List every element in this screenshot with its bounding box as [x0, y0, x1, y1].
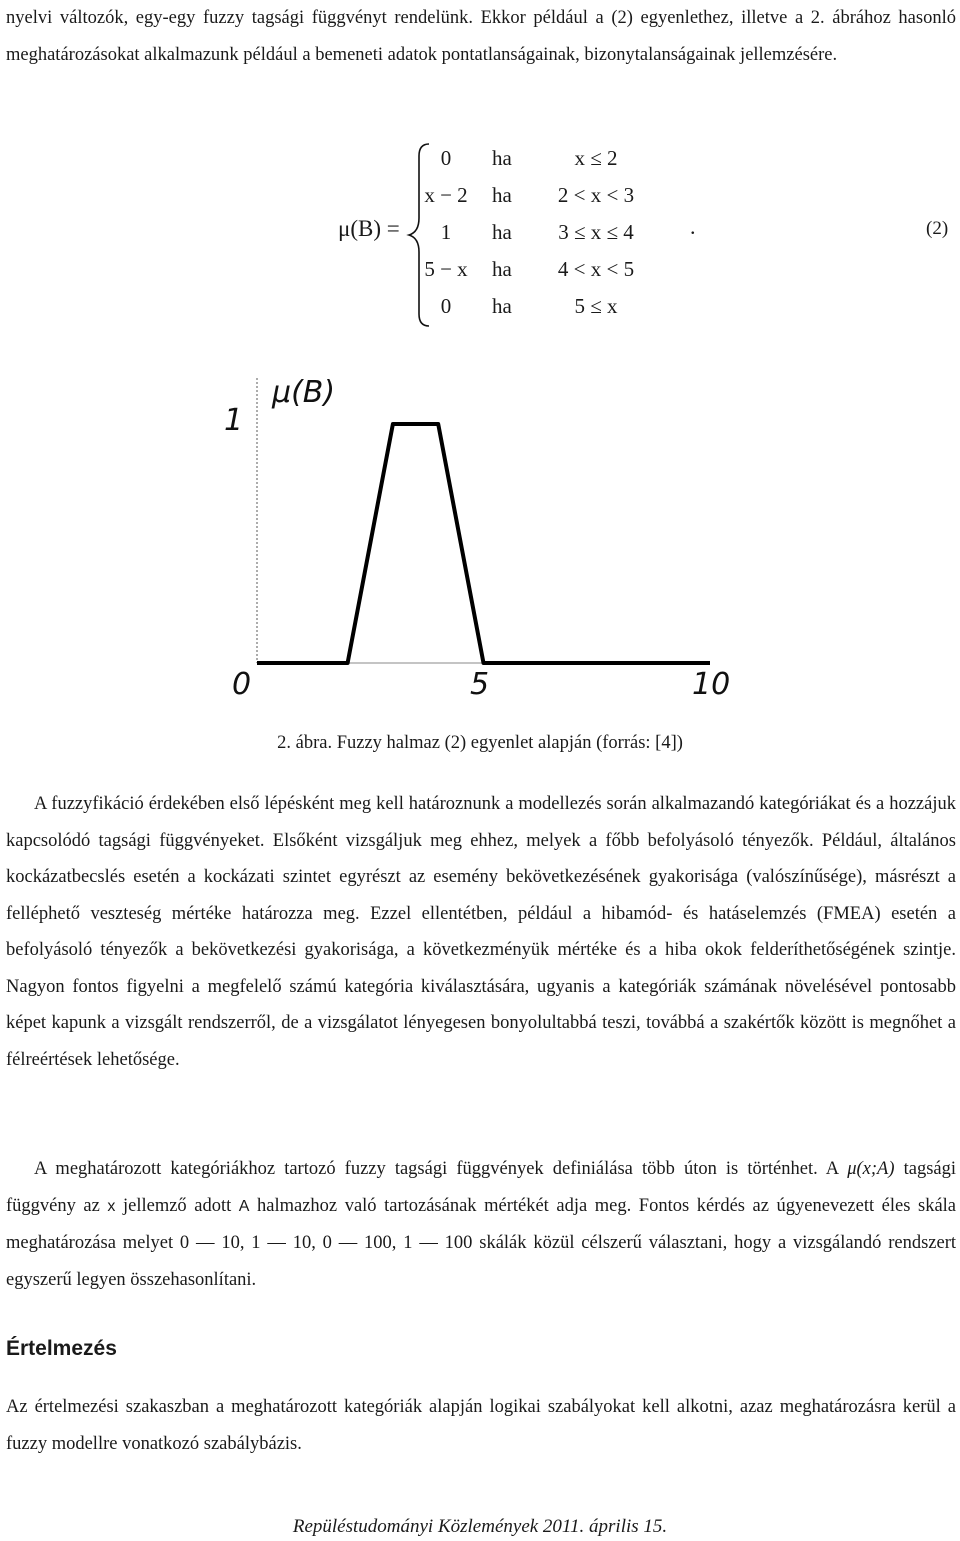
mu-notation: μ(x;A): [847, 1159, 895, 1179]
row-word: ha: [492, 220, 512, 244]
text-segment: halmazhoz való tartozásának mértékét adja meg. Fontos kérdés az úgyenevezett éles skála meghatározása melyet 0 — 10, 1 — 10, 0 — 100, 1 — 100 skálák közül célszerű választani, hogy a vizsgálandó rendszert egyszerű legyen összehasonlítani.: [6, 1195, 957, 1290]
row-word: ha: [492, 294, 512, 318]
categories-paragraph: [6, 1151, 956, 1298]
row-word: ha: [492, 183, 512, 207]
row-value: 1: [440, 220, 452, 244]
row-word: ha: [492, 257, 512, 281]
equation-row: [0, 146, 960, 176]
intro-paragraph: nyelvi változók, egy-egy fuzzy tagsági függvényt rendelünk. Ekkor például a (2) egyenlethez, illetve a 2. ábrához hasonló meghatározásokat alkalmazunk például a bemeneti adatok pontatlanságainak, bizonytalanságainak jellemzésére.: [6, 8, 956, 65]
page-footer: Repüléstudományi Közlemények 2011. április 15.: [292, 1516, 668, 1537]
text-segment: jellemző adott: [115, 1195, 239, 1216]
row-condition: x ≤ 2: [574, 146, 618, 170]
x-tick-label: 5: [470, 667, 490, 700]
y-tick-label: 1: [224, 403, 244, 438]
y-axis-label: μ(B): [272, 375, 336, 410]
equation-row: [0, 257, 960, 287]
equation-dot: .: [690, 214, 696, 239]
row-condition: 3 ≤ x ≤ 4: [558, 220, 634, 244]
row-value: 0: [440, 294, 452, 318]
x-tick-label: 0: [232, 667, 252, 700]
membership-series-line: [257, 424, 710, 663]
membership-equation: [0, 140, 960, 330]
x-tick-label: 10: [692, 667, 731, 700]
interpretation-paragraph: Az értelmezési szakaszban a meghatározott kategóriák alapján logikai szabályokat kell alkotni, azaz meghatározásra kerül a fuzzy modellre vonatkozó szabálybázis.: [6, 1397, 956, 1454]
text-segment: A meghatározott kategóriákhoz tartozó fuzzy tagsági függvények definiálása több úton is történhet. A: [34, 1159, 848, 1179]
membership-chart: [0, 360, 960, 700]
equation-row: [0, 220, 960, 250]
row-condition: 2 < x < 3: [557, 183, 635, 207]
variable-x: x: [107, 1197, 116, 1215]
row-word: ha: [492, 146, 512, 170]
text-segment: tagsági függvény az: [6, 1159, 957, 1216]
fuzzification-paragraph: A fuzzyfikáció érdekében első lépésként meg kell határoznunk a modellezés során alkalmazandó kategóriákat és a hozzájuk kapcsolódó tagsági függvényeket. Elsőként vizsgáljuk meg ehhez, melyek a főbb befolyásoló tényezők. Például, általános kockázatbecslés esetén a kockázati szintet egyrészt az esemény bekövetkezésének gyakorisága (valószínűsége), másrészt a felléphető veszteség mértéke határozza meg. Ezzel ellentétben, például a hibamód- és hatáselemzés (FMEA) esetén a befolyásoló tényezők a bekövetkezési gyakorisága, a következményük mértéke és a hiba okok felderíthetőségének szintje. Nagyon fontos figyelni a megfelelő számú kategória kiválasztására, ugyanis a kategóriák számának növelésével pontosabb képet kapunk a vizsgált rendszerről, de a vizsgálatot lényegesen bonyolultabbá teszi, továbbá a szakértők között is megnőhet a félreértések lehetősége.: [6, 794, 956, 1070]
equation-row: [0, 294, 960, 324]
row-condition: 4 < x < 5: [557, 257, 635, 281]
row-value: 5 − x: [424, 257, 468, 281]
variable-a: A: [238, 1197, 250, 1215]
equation-number: (2): [926, 218, 949, 239]
row-condition: 5 ≤ x: [574, 294, 618, 318]
figure-caption: 2. ábra. Fuzzy halmaz (2) egyenlet alapján (forrás: [4]): [277, 733, 683, 753]
section-heading: Értelmezés: [6, 1337, 117, 1360]
row-value: x − 2: [424, 183, 468, 207]
membership-figure: [0, 360, 960, 700]
equation-row: [0, 183, 960, 213]
equation-lhs: μ(B) =: [338, 216, 400, 241]
row-value: 0: [440, 146, 452, 170]
